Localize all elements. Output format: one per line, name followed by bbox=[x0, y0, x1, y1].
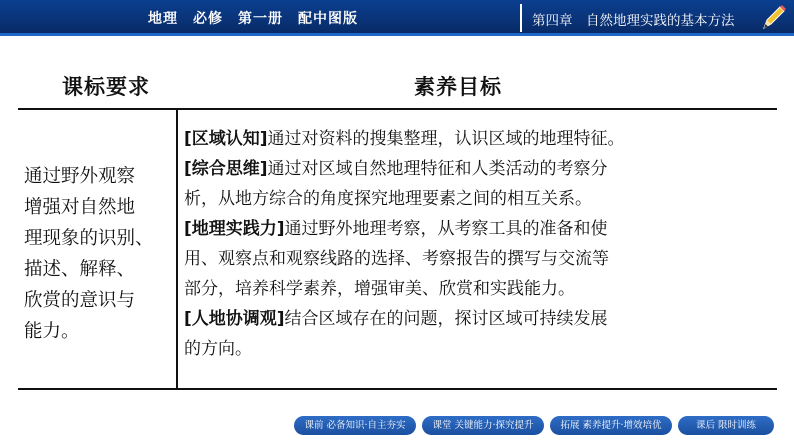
goal-line: 用、观察点和观察线路的选择、考察报告的撰写与交流等 bbox=[184, 249, 609, 269]
curriculum-requirement-cell bbox=[24, 161, 172, 347]
literacy-goals-cell bbox=[184, 124, 778, 364]
goal-tag-comprehensive-thinking: [综合思维] bbox=[184, 159, 268, 179]
header-literacy-goals: 素养目标 bbox=[414, 75, 502, 99]
book-title: 地理 必修 第一册 配中图版 bbox=[148, 11, 358, 27]
header-curriculum-requirements: 课标要求 bbox=[62, 75, 150, 99]
goal-line: [地理实践力]通过野外地理考察，从考察工具的准备和使 bbox=[184, 219, 608, 239]
goal-line: [综合思维]通过对区域自然地理特征和人类活动的考察分 bbox=[184, 159, 608, 179]
goal-line: [人地协调观]结合区域存在的问题，探讨区域可持续发展 bbox=[184, 309, 608, 329]
goal-tag-practice-ability: [地理实践力] bbox=[184, 219, 285, 239]
table-bottom-rule bbox=[18, 388, 777, 390]
table-column-divider bbox=[176, 110, 178, 388]
goal-line: 的方向。 bbox=[184, 339, 252, 359]
goal-line: [区域认知]通过对资料的搜集整理，认识区域的地理特征。 bbox=[184, 129, 625, 149]
goal-tag-human-earth-coordination: [人地协调观] bbox=[184, 309, 285, 329]
requirement-line: 通过野外观察 bbox=[24, 166, 136, 187]
goal-tag-regional-cognition: [区域认知] bbox=[184, 129, 268, 149]
pencil-icon bbox=[758, 2, 788, 32]
goal-line: 析，从地方综合的角度探究地理要素之间的相互关系。 bbox=[184, 189, 592, 209]
nav-button-extension[interactable]: 拓展 素养提升·增效培优 bbox=[550, 416, 672, 435]
nav-button-in-class[interactable]: 课堂 关键能力·探究提升 bbox=[422, 416, 544, 435]
nav-button-pre-class[interactable]: 课前 必备知识·自主夯实 bbox=[294, 416, 416, 435]
nav-button-post-class[interactable]: 课后 限时训练 bbox=[678, 416, 774, 435]
chapter-title: 第四章 自然地理实践的基本方法 bbox=[532, 13, 735, 29]
header-bar bbox=[0, 0, 794, 36]
requirement-line: 理现象的识别、 bbox=[24, 228, 154, 249]
header-divider bbox=[520, 4, 522, 32]
requirement-line: 增强对自然地 bbox=[24, 197, 136, 218]
requirement-line: 能力。 bbox=[24, 321, 80, 342]
requirement-line: 描述、解释、 bbox=[24, 259, 136, 280]
goal-line: 部分，培养科学素养，增强审美、欣赏和实践能力。 bbox=[184, 279, 575, 299]
table-top-rule bbox=[18, 108, 777, 110]
requirement-line: 欣赏的意识与 bbox=[24, 290, 136, 311]
